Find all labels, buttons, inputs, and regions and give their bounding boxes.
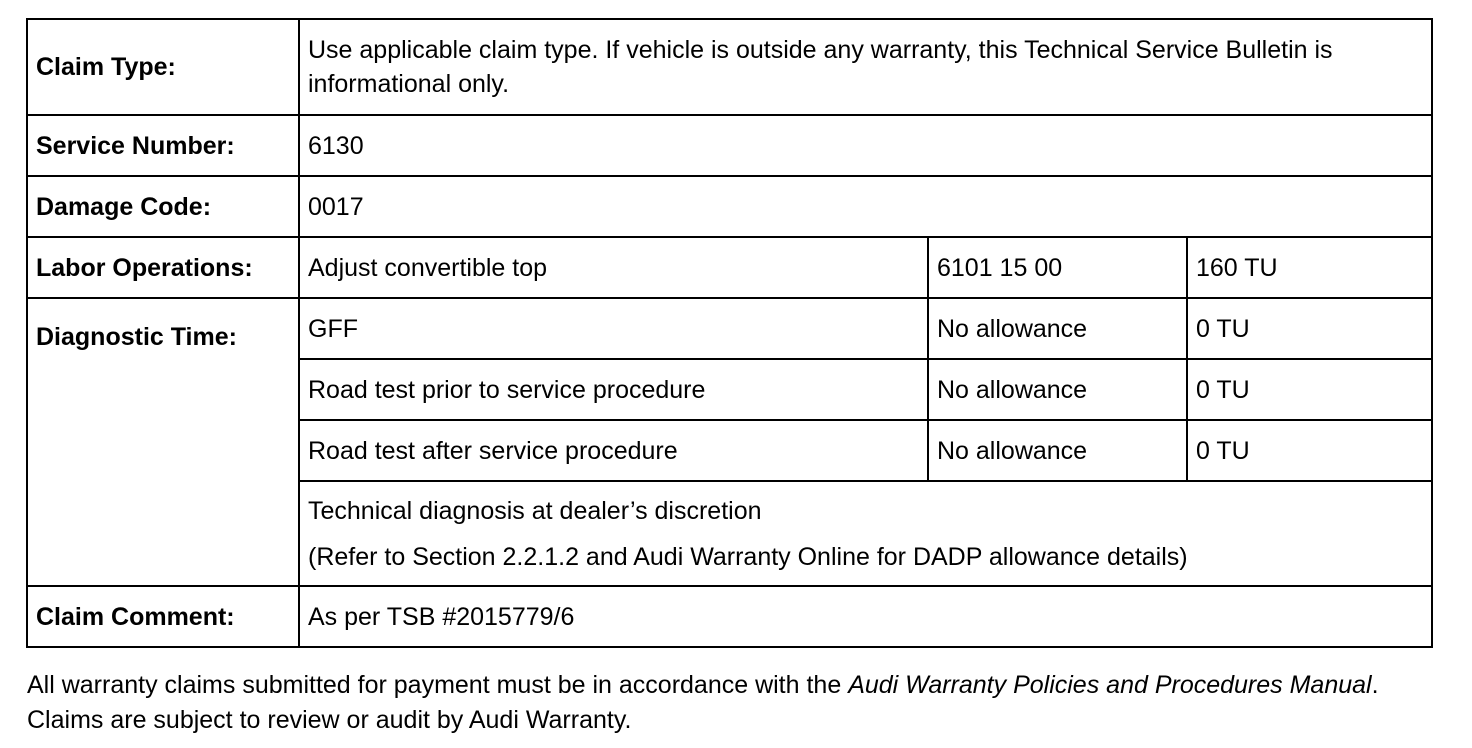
diagnostic-time: 0 TU [1187,298,1432,359]
labor-operation-description: Adjust convertible top [299,237,928,298]
diagnostic-time-label: Diagnostic Time: [27,298,299,586]
damage-code-label: Damage Code: [27,176,299,237]
warranty-footer-note [27,668,1447,738]
claim-comment-row [27,586,1432,647]
diagnostic-time: 0 TU [1187,359,1432,420]
claim-type-row [27,19,1432,115]
claim-type-label: Claim Type: [27,19,299,115]
technical-diagnosis-cell [299,481,1432,586]
claim-comment-label: Claim Comment: [27,586,299,647]
claim-comment-value: As per TSB #2015779/6 [299,586,1432,647]
diagnostic-allowance: No allowance [928,420,1187,481]
diagnostic-allowance: No allowance [928,359,1187,420]
diagnostic-description: GFF [299,298,928,359]
service-number-value: 6130 [299,115,1432,176]
diagnostic-description: Road test after service procedure [299,420,928,481]
damage-code-row [27,176,1432,237]
technical-diagnosis-note: (Refer to Section 2.2.1.2 and Audi Warranty Online for DADP allowance details) [308,542,1188,571]
warranty-claim-table [26,18,1433,648]
labor-operation-time: 160 TU [1187,237,1432,298]
footer-manual-title: Audi Warranty Policies and Procedures Manual [848,671,1372,699]
technical-diagnosis-text: Technical diagnosis at dealer’s discretion [308,496,762,525]
labor-operation-code: 6101 15 00 [928,237,1187,298]
diagnostic-row [27,298,1432,359]
damage-code-value: 0017 [299,176,1432,237]
diagnostic-allowance: No allowance [928,298,1187,359]
labor-operations-label: Labor Operations: [27,237,299,298]
service-number-row [27,115,1432,176]
claim-type-value: Use applicable claim type. If vehicle is outside any warranty, this Technical Service Bulletin is informational only. [299,19,1432,115]
diagnostic-description: Road test prior to service procedure [299,359,928,420]
footer-text-after: . Claims are subject to review or audit by Audi Warranty. [27,671,1379,734]
service-number-label: Service Number: [27,115,299,176]
labor-operations-row [27,237,1432,298]
footer-text-before: All warranty claims submitted for payment must be in accordance with the [27,671,849,699]
diagnostic-time: 0 TU [1187,420,1432,481]
